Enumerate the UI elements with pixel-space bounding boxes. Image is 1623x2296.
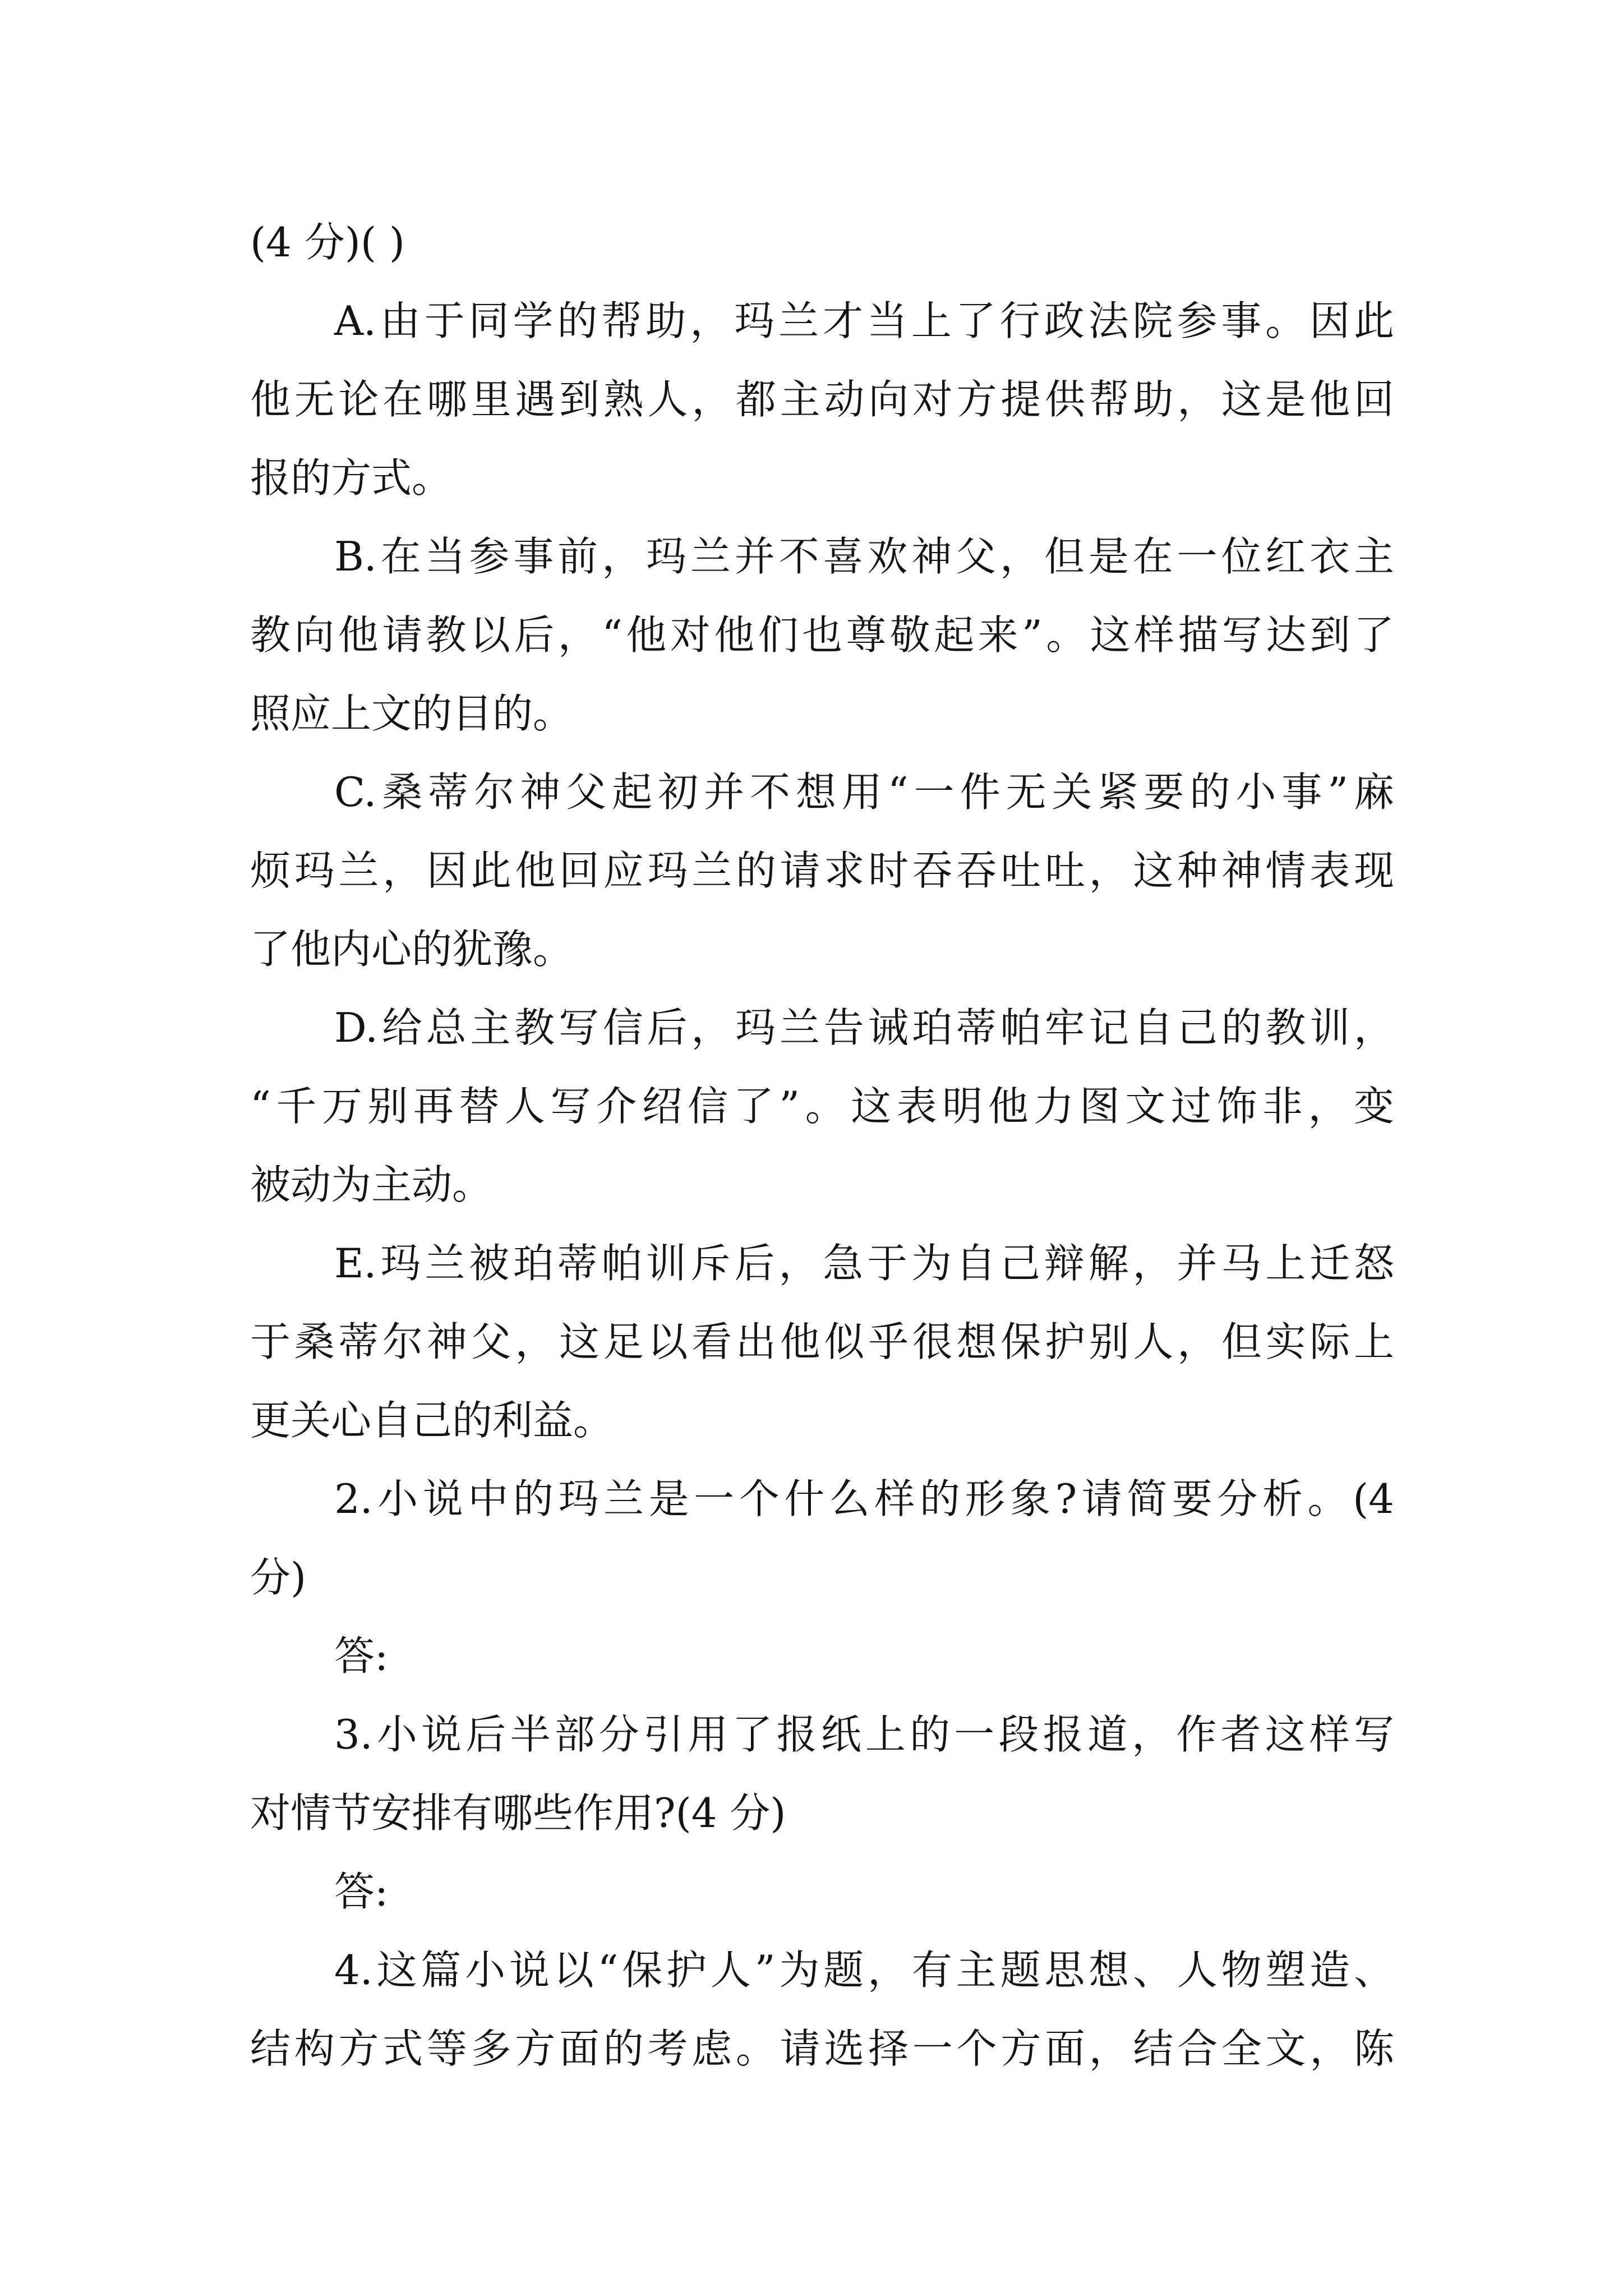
option-d-line-3: 被动为主动。 [250, 1161, 493, 1208]
option-c-line-3: 了他内心的犹豫。 [250, 926, 574, 973]
option-c-line-1: C.桑蒂尔神父起初并不想用“一件无关紧要的小事”麻 [334, 769, 1394, 816]
option-e-line-3: 更关心自己的利益。 [250, 1397, 614, 1444]
question-4-line-2: 结构方式等多方面的考虑。请选择一个方面，结合全文，陈 [250, 2025, 1394, 2072]
question-2-line-2: 分) [250, 1554, 307, 1601]
option-e-line-2: 于桑蒂尔神父，这足以看出他似乎很想保护别人，但实际上 [250, 1318, 1394, 1365]
question-3-line-2: 对情节安排有哪些作用?(4 分) [250, 1789, 786, 1837]
option-d-line-2: “千万别再替人写介绍信了”。这表明他力图文过饰非，变 [250, 1083, 1394, 1130]
question-4-line-1: 4.这篇小说以“保护人”为题，有主题思想、人物塑造、 [334, 1947, 1394, 1994]
option-a-line-3: 报的方式。 [250, 454, 453, 501]
question-3-line-1: 3.小说后半部分引用了报纸上的一段报道，作者这样写 [334, 1711, 1394, 1758]
option-e-line-1: E.玛兰被珀蒂帕训斥后，急于为自己辩解，并马上迁怒 [334, 1240, 1394, 1287]
option-c-line-2: 烦玛兰，因此他回应玛兰的请求时吞吞吐吐，这种神情表现 [250, 847, 1394, 894]
answer-label-3: 答: [334, 1868, 389, 1915]
option-a-line-1: A.由于同学的帮助，玛兰才当上了行政法院参事。因此 [334, 297, 1394, 344]
question-2-line-1: 2.小说中的玛兰是一个什么样的形象?请简要分析。(4 [334, 1475, 1394, 1522]
option-b-line-2: 教向他请教以后，“他对他们也尊敬起来”。这样描写达到了 [250, 611, 1394, 659]
score-line: (4 分)( ) [250, 219, 405, 266]
option-a-line-2: 他无论在哪里遇到熟人，都主动向对方提供帮助，这是他回 [250, 376, 1394, 423]
option-b-line-1: B.在当参事前，玛兰并不喜欢神父，但是在一位红衣主 [334, 533, 1394, 580]
option-b-line-3: 照应上文的目的。 [250, 690, 574, 737]
answer-label-2: 答: [334, 1632, 389, 1680]
option-d-line-1: D.给总主教写信后，玛兰告诫珀蒂帕牢记自己的教训， [334, 1004, 1394, 1051]
